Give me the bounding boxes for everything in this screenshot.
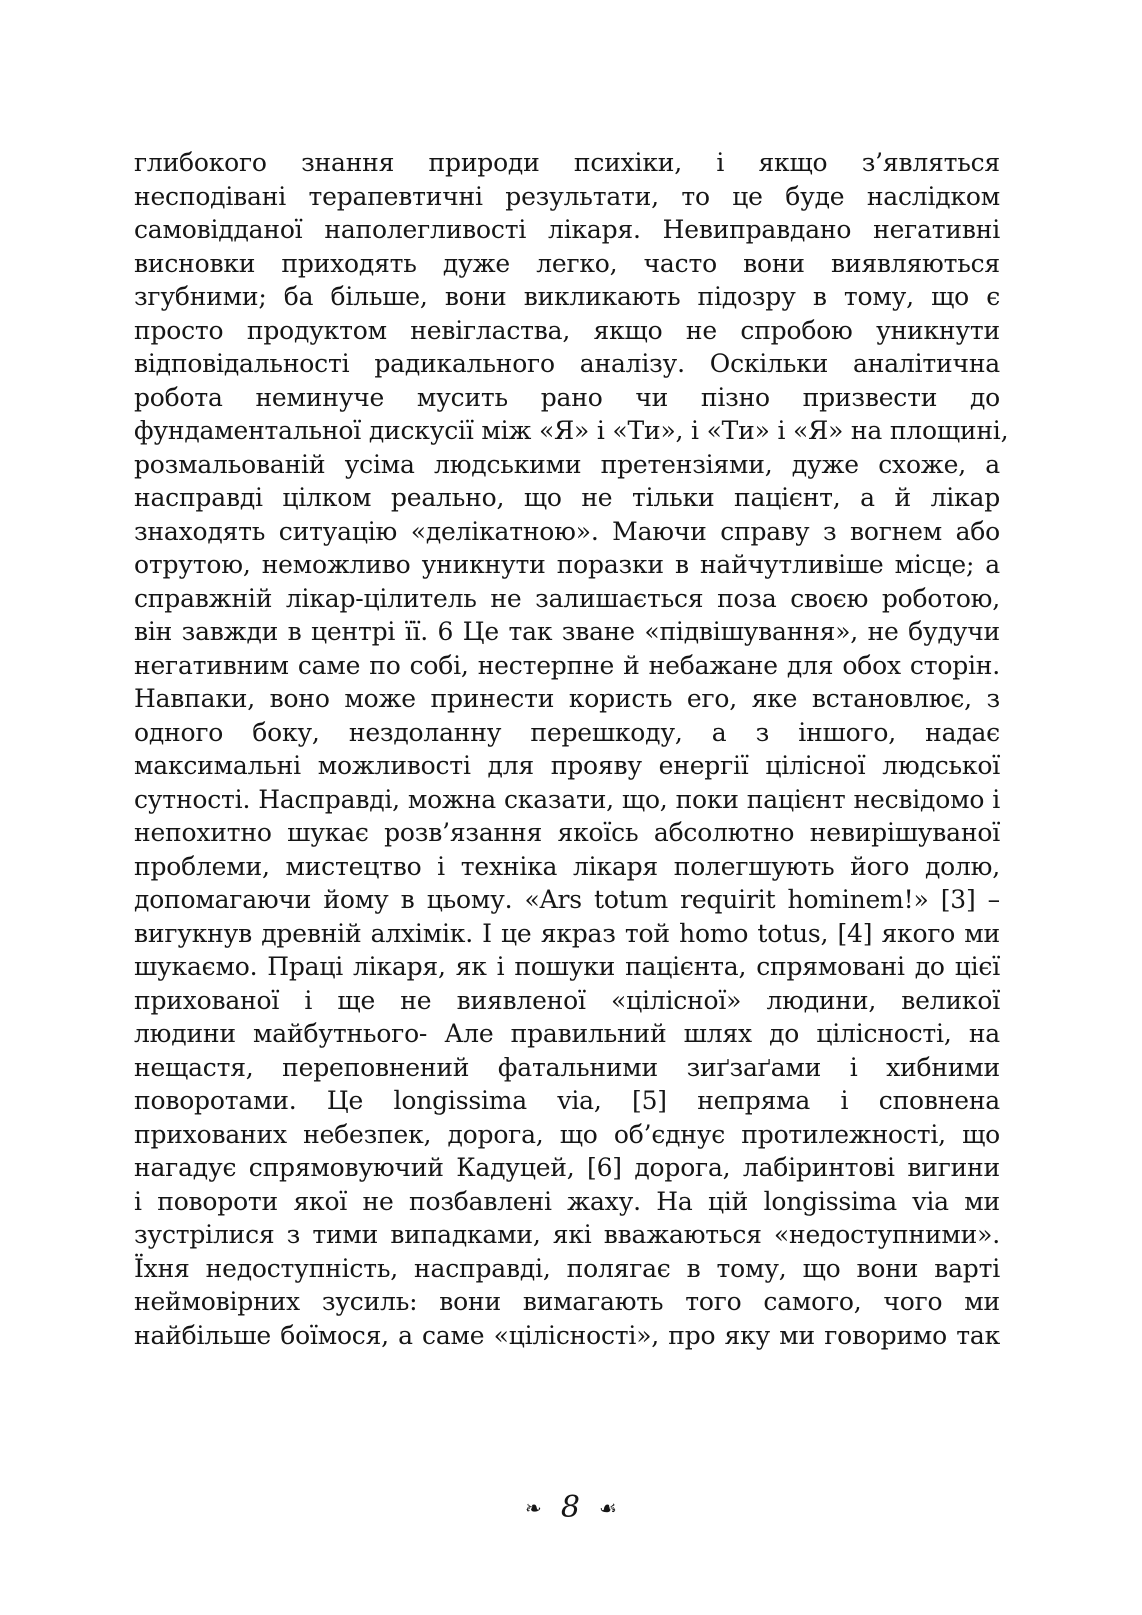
text-line: висновки приходять дуже легко, часто вони виявляються [134,248,1000,278]
text-line: несподівані терапевтичні результати, то це буде наслідком [134,181,1000,211]
text-line: найбільше боїмося, а саме «цілісності», про яку ми говоримо так [134,1320,1000,1350]
text-line: знаходять ситуацію «делікатною». Маючи справу з вогнем або [134,516,1000,546]
body-text [134,146,1009,1352]
text-line: і повороти якої не позбавлені жаху. На цій longissima via ми [134,1186,1000,1216]
text-line: нагадує спрямовуючий Кадуцей, [6] дорога, лабіринтові вигини [134,1153,1000,1182]
text-line: непохитно шукає розв’язання якоїсь абсолютно невирішуваної [134,818,1000,847]
text-line: проблеми, мистецтво і техніка лікаря полегшують його долю, [134,851,1000,881]
text-line: вигукнув древній алхімік. І це якраз той homo totus, [4] якого ми [134,918,1000,948]
text-line: людини майбутнього- Але правильний шлях до цілісності, на [134,1019,1000,1048]
text-line: відповідальності радикального аналізу. Оскільки аналітична [134,349,1000,378]
ornament-right-icon: ☙ [599,1495,617,1520]
text-line: неймовірних зусиль: вони вимагають того самого, чого ми [134,1287,1000,1316]
text-line: допомагаючи йому в цьому. «Ars totum requirit hominem!» [3] – [134,885,1000,914]
text-line: фундаментальної дискусії між «Я» і «Ти», і «Ти» і «Я» на площині, [134,416,1009,445]
text-line: згубними; ба більше, вони викликають підозру в тому, що є [134,282,1000,311]
text-line: Навпаки, воно може принести користь его, яке встановлює, з [134,684,1000,713]
ornament-left-icon: ❧ [525,1495,542,1520]
text-line: негативним саме по собі, нестерпне й небажане для обох сторін. [134,650,1000,680]
text-line: отрутою, неможливо уникнути поразки в найчутливіше місце; а [134,550,1000,579]
text-line: він завжди в центрі її. 6 Це так зване «підвішування», не будучи [134,617,1000,646]
text-line: максимальні можливості для прояву енергії цілісної людської [134,751,1000,780]
text-line: глибокого знання природи психіки, і якщо з’являться [134,148,1000,177]
text-line: прихованої і ще не виявленої «цілісної» людини, великої [134,985,1000,1015]
text-line: робота неминуче мусить рано чи пізно призвести до [134,382,1000,412]
page-footer [0,1490,1142,1525]
text-line: одного боку, нездоланну перешкоду, а з іншого, надає [134,717,1000,747]
text-line: просто продуктом невігластва, якщо не спробою уникнути [134,315,1000,345]
text-line: справжній лікар-цілитель не залишається поза своєю роботою, [134,583,1000,613]
text-line: нещастя, переповнений фатальними зиґзаґами і хибними [134,1052,1000,1082]
text-line: насправді цілком реально, що не тільки пацієнт, а й лікар [134,483,1000,512]
text-line: прихованих небезпек, дорога, що об’єднує протилежності, що [134,1119,1000,1149]
page-number: 8 [560,1490,580,1525]
text-line: розмальованій усіма людськими претензіями, дуже схоже, а [134,449,1000,479]
text-line: самовідданої наполегливості лікаря. Невиправдано негативні [134,215,1000,244]
text-line: Їхня недоступність, насправді, полягає в тому, що вони варті [134,1253,1000,1283]
text-line: зустрілися з тими випадками, які вважаються «недоступними». [134,1220,1000,1249]
text-line: шукаємо. Праці лікаря, як і пошуки пацієнта, спрямовані до цієї [134,952,1000,981]
text-line: поворотами. Це longissima via, [5] непряма і сповнена [134,1086,1000,1115]
text-line: сутності. Насправді, можна сказати, що, поки пацієнт несвідомо і [134,784,1000,814]
